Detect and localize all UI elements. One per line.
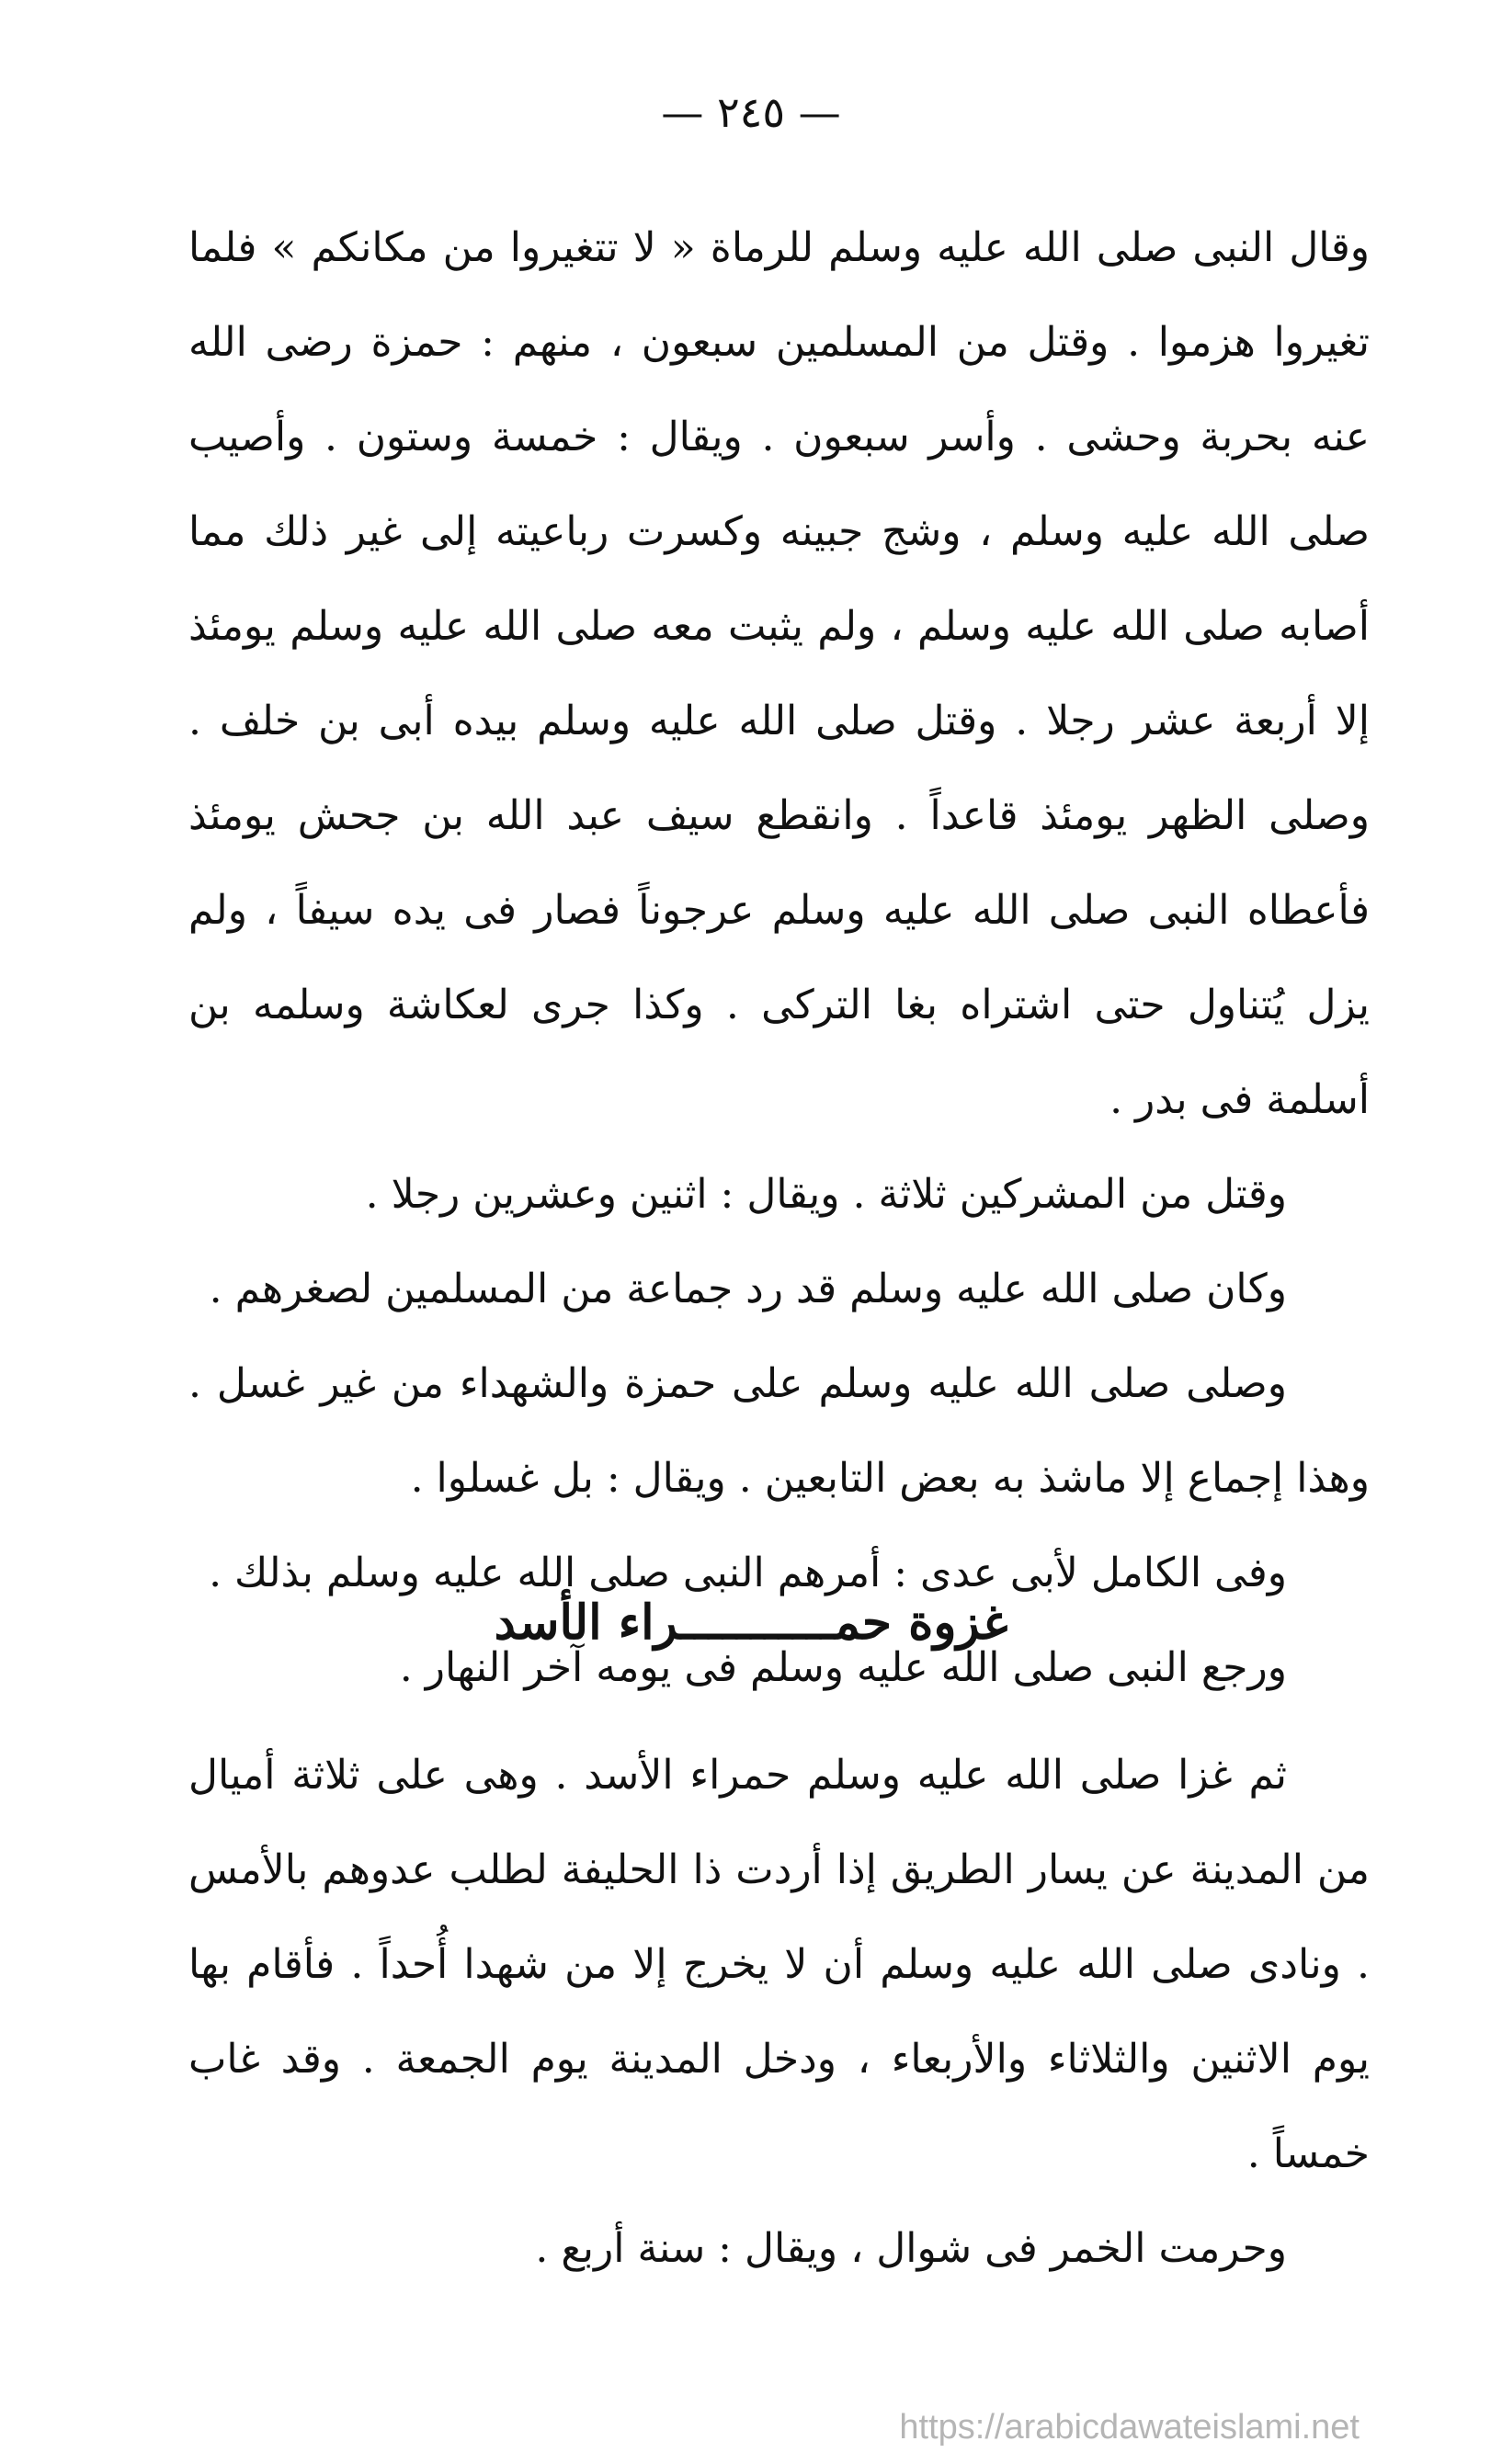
section-1-text <box>188 200 1370 1715</box>
paragraph: ورجع النبى صلى الله عليه وسلم فى يومه آخر النهار . <box>399 1644 1287 1691</box>
paragraph: وصلى صلى الله عليه وسلم على حمزة والشهداء من غير غسل . وهذا إجماع إلا ماشذ به بعض التابعين . ويقال : بل غسلوا . <box>188 1360 1370 1502</box>
page-number: — ٢٤٥ — <box>661 87 841 137</box>
paragraph: وقال النبى صلى الله عليه وسلم للرماة « لا تتغيروا من مكانكم » فلما تغيروا هزموا . وقتل من المسلمين سبعون ، منهم : حمزة رضى الله عنه بحربة وحشى . وأسر سبعون . ويقال : خمسة وستون . وأصيب صلى الله عليه وسلم ، وشج جبينه وكسرت رباعيته إلى غير ذلك مما أصابه صلى الله عليه وسلم ، ولم يثبت معه صلى الله عليه وسلم يومئذ إلا أربعة عشر رجلا . وقتل صلى الله عليه وسلم بيده أبى بن خلف . وصلى الظهر يومئذ قاعداً . وانقطع سيف عبد الله بن جحش يومئذ فأعطاه النبى صلى الله عليه وسلم عرجوناً فصار فى يده سيفاً ، ولم يزل يُتناول حتى اشتراه بغا التركى . وكذا جرى لعكاشة وسلمه بن أسلمة فى بدر . <box>188 224 1370 1123</box>
paragraph: وفى الكامل لأبى عدى : أمرهم النبى صلى الله عليه وسلم بذلك . <box>209 1550 1287 1596</box>
paragraph: وحرمت الخمر فى شوال ، ويقال : سنة أربع . <box>535 2225 1287 2272</box>
section-2-text <box>188 1728 1370 2296</box>
paragraph: ثم غزا صلى الله عليه وسلم حمراء الأسد . وهى على ثلاثة أميال من المدينة عن يسار الطريق إذا أردت ذا الحليفة لطلب عدوهم بالأمس . ونادى صلى الله عليه وسلم أن لا يخرج إلا من شهدا أُحداً . فأقام بها يوم الاثنين والثلاثاء والأربعاء ، ودخل المدينة يوم الجمعة . وقد غاب خمساً . <box>188 1752 1370 2177</box>
section-heading: غزوة حمـــــــــــراء الأسد <box>494 1595 1008 1651</box>
watermark-url: https://arabicdawateislami.net <box>899 2408 1360 2447</box>
paragraph: وقتل من المشركين ثلاثة . ويقال : اثنين وعشرين رجلا . <box>365 1171 1287 1218</box>
paragraph: وكان صلى الله عليه وسلم قد رد جماعة من المسلمين لصغرهم . <box>209 1266 1287 1312</box>
